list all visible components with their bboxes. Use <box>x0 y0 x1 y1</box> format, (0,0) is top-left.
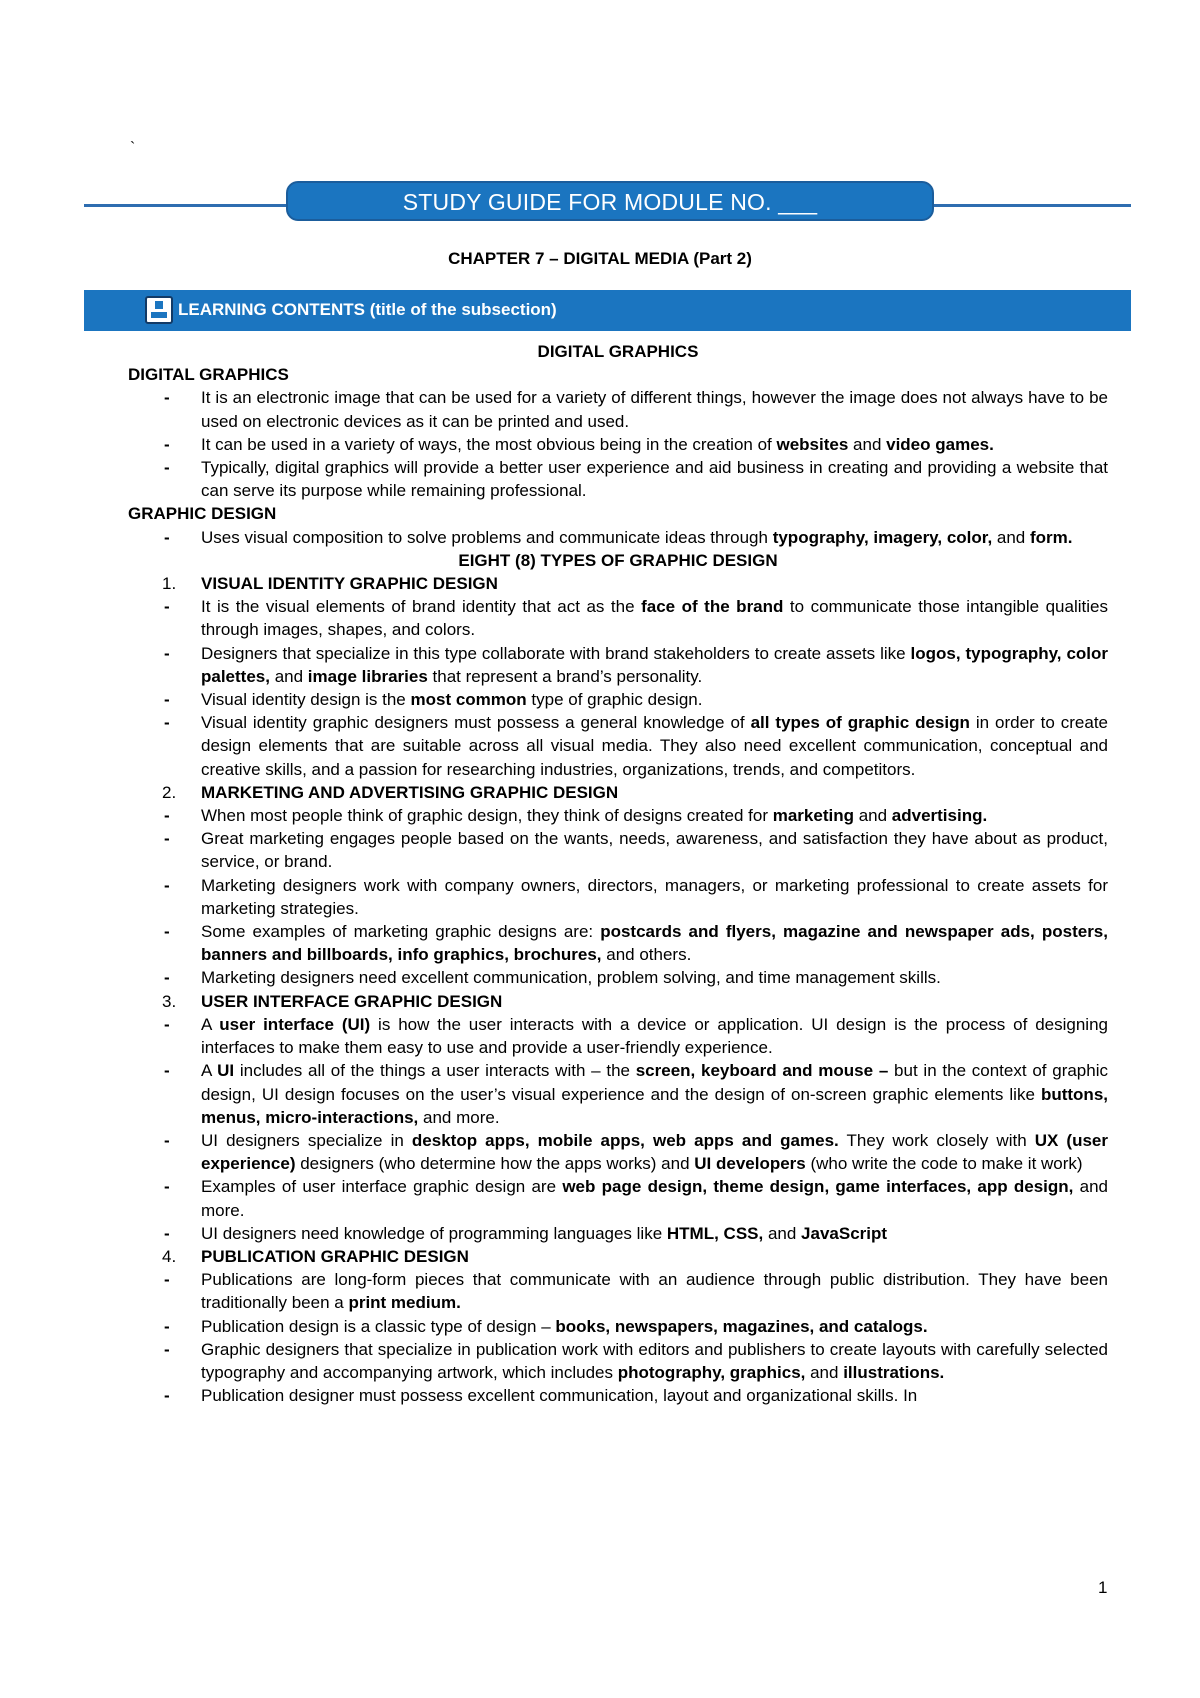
list-item: - Graphic designers that specialize in publication work with editors and publishers to create layouts with carefully selected typography and accompanying artwork, which includes photography, graphics, and illustrations. <box>128 1338 1108 1384</box>
section-bar-label: LEARNING CONTENTS (title of the subsection) <box>178 300 557 319</box>
graphic-design-heading: GRAPHIC DESIGN <box>128 504 277 524</box>
type-heading-4: 4. PUBLICATION GRAPHIC DESIGN <box>162 1246 469 1266</box>
learning-contents-bar <box>84 290 1131 331</box>
list-item: - It can be used in a variety of ways, the most obvious being in the creation of websites and video games. <box>128 433 1108 456</box>
module-banner: STUDY GUIDE FOR MODULE NO. ___ <box>286 181 934 221</box>
banner-rule-left <box>84 204 294 207</box>
graphic-design-list <box>128 526 1108 549</box>
list-item: - UI designers need knowledge of programming languages like HTML, CSS, and JavaScript <box>128 1222 1108 1245</box>
type-1-list <box>128 595 1108 781</box>
page-number: 1 <box>1098 1578 1108 1597</box>
list-item: - UI designers specialize in desktop apps, mobile apps, web apps and games. They work closely with UX (user experience) designers (who determine how the apps works) and UI developers (who write the code to make it work) <box>128 1129 1108 1175</box>
list-item: - Some examples of marketing graphic designs are: postcards and flyers, magazine and newspaper ads, posters, banners and billboards, info graphics, brochures, and others. <box>128 920 1108 966</box>
type-heading-1: 1. VISUAL IDENTITY GRAPHIC DESIGN <box>162 574 498 594</box>
digital-graphics-list <box>128 386 1108 502</box>
type-heading-3: 3. USER INTERFACE GRAPHIC DESIGN <box>162 991 503 1011</box>
list-item: - Marketing designers need excellent communication, problem solving, and time management skills. <box>128 966 1108 989</box>
top-mark: ` <box>130 140 136 157</box>
banner-rule-right <box>926 204 1131 207</box>
list-item: - Great marketing engages people based on the wants, needs, awareness, and satisfaction they have about as product, service, or brand. <box>128 827 1108 873</box>
list-item: - A user interface (UI) is how the user interacts with a device or application. UI design is the process of designing interfaces to make them easy to use and provide a user-friendly experience. <box>128 1013 1108 1059</box>
type-2-list <box>128 804 1108 990</box>
list-item: - Visual identity design is the most common type of graphic design. <box>128 688 1108 711</box>
list-item: - Typically, digital graphics will provide a better user experience and aid business in creating and providing a website that can serve its purpose while remaining professional. <box>128 456 1108 502</box>
list-item: - Examples of user interface graphic design are web page design, theme design, game interfaces, app design, and more. <box>128 1175 1108 1221</box>
learning-contents-icon <box>145 296 173 324</box>
list-item: - Publication design is a classic type of design – books, newspapers, magazines, and catalogs. <box>128 1315 1108 1338</box>
digital-graphics-heading: DIGITAL GRAPHICS <box>128 365 289 385</box>
list-item: - It is an electronic image that can be used for a variety of different things, however the image does not always have to be used on electronic devices as it can be printed and used. <box>128 386 1108 432</box>
list-item: - Publications are long-form pieces that communicate with an audience through public distribution. They have been traditionally been a print medium. <box>128 1268 1108 1314</box>
list-item: - A UI includes all of the things a user interacts with – the screen, keyboard and mouse – but in the context of graphic design, UI design focuses on the user’s visual experience and the design of on-screen graphic elements like buttons, menus, micro-interactions, and more. <box>128 1059 1108 1129</box>
chapter-title: CHAPTER 7 – DIGITAL MEDIA (Part 2) <box>448 249 752 268</box>
list-item: - Visual identity graphic designers must possess a general knowledge of all types of graphic design in order to create design elements that are suitable across all visual media. They also need excellent communication, conceptual and creative skills, and a passion for researching industries, organizations, trends, and competitors. <box>128 711 1108 781</box>
list-item: - It is the visual elements of brand identity that act as the face of the brand to communicate those intangible qualities through images, shapes, and colors. <box>128 595 1108 641</box>
type-4-list <box>128 1268 1108 1407</box>
type-heading-2: 2. MARKETING AND ADVERTISING GRAPHIC DESIGN <box>162 782 619 802</box>
content-title: DIGITAL GRAPHICS <box>537 342 699 361</box>
list-item: - When most people think of graphic design, they think of designs created for marketing and advertising. <box>128 804 1108 827</box>
learning-content <box>128 340 1108 1407</box>
type-3-list <box>128 1013 1108 1245</box>
list-item: - Uses visual composition to solve problems and communicate ideas through typography, imagery, color, and form. <box>128 526 1108 549</box>
list-item: - Publication designer must possess excellent communication, layout and organizational skills. In <box>128 1384 1108 1407</box>
list-item: - Marketing designers work with company owners, directors, managers, or marketing professional to create assets for marketing strategies. <box>128 874 1108 920</box>
list-item: - Designers that specialize in this type collaborate with brand stakeholders to create assets like logos, typography, color palettes, and image libraries that represent a brand’s personality. <box>128 642 1108 688</box>
types-title: EIGHT (8) TYPES OF GRAPHIC DESIGN <box>458 550 778 570</box>
